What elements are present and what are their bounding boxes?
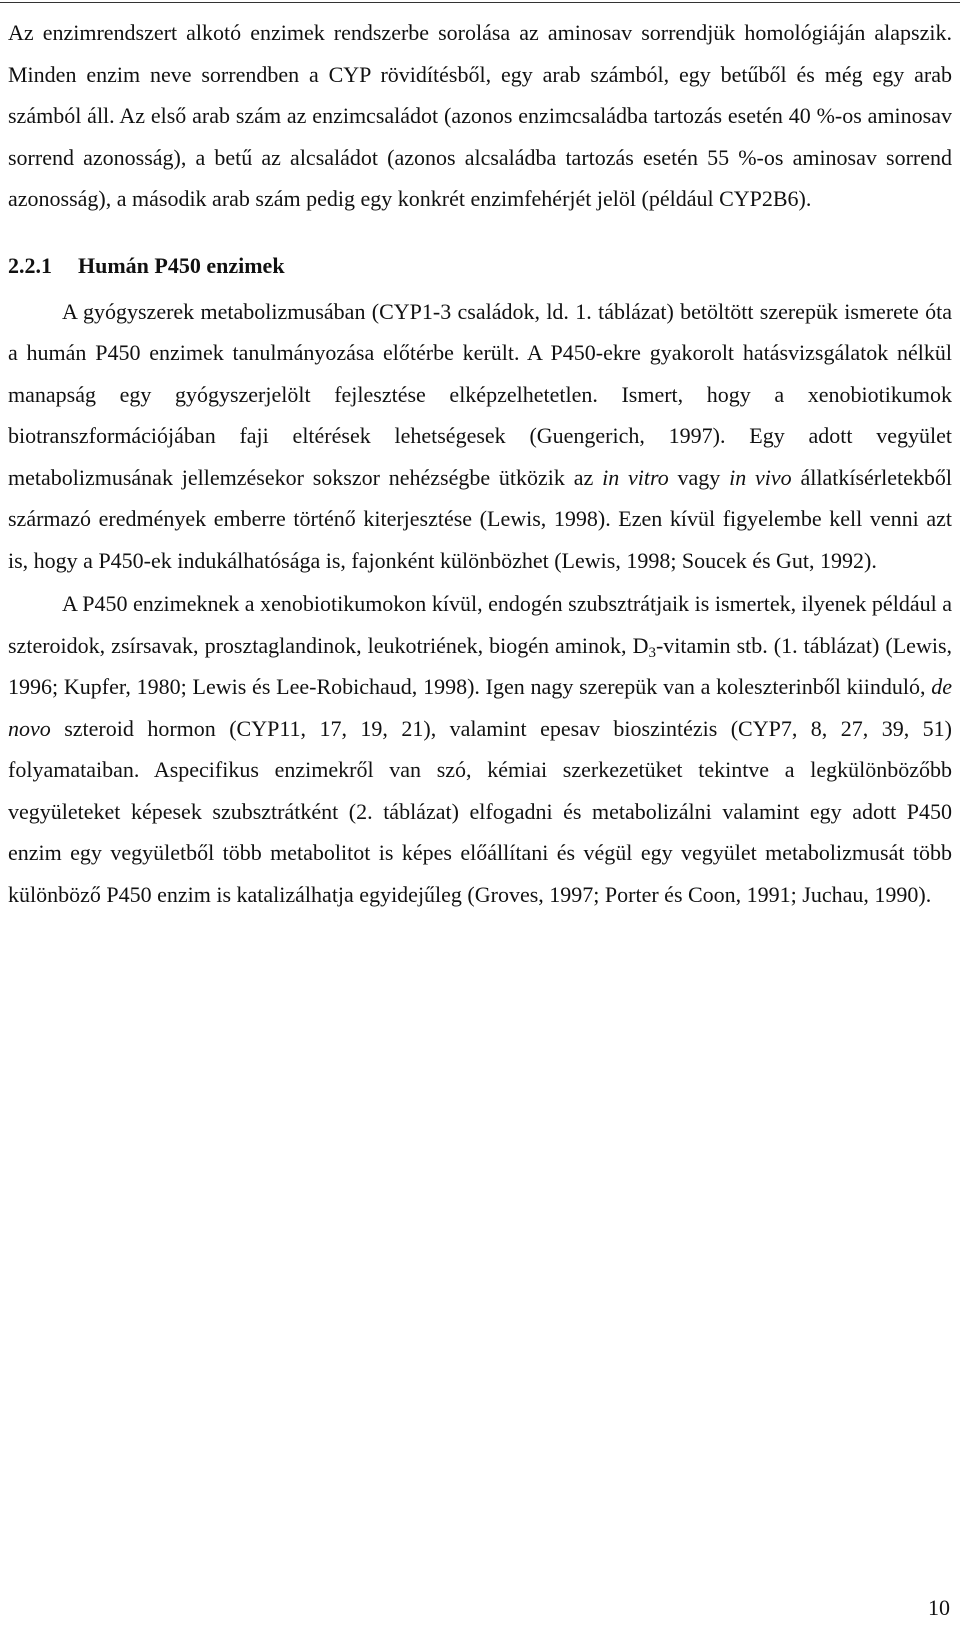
section-heading (8, 241, 952, 291)
vitamin-d-subscript: 3 (648, 644, 656, 661)
paragraph-human-p450 (8, 291, 952, 582)
paragraph-3-mid: -vitamin stb. (1. táblázat) (Lewis, 1996; Kupfer, 1980; Lewis és Lee-Robichaud, 1998). Igen nagy szerepük van a koleszterinből kiinduló, (8, 632, 952, 699)
section-title: Humán P450 enzimek (78, 252, 285, 278)
paragraph-endogenous-substrates (8, 583, 952, 915)
top-border-line (0, 2, 960, 3)
page-number: 10 (928, 1595, 950, 1620)
de-novo-term: de novo (8, 674, 952, 741)
intro-paragraph: Az enzimrendszert alkotó enzimek rendszerbe sorolása az aminosav sorrendjük homológiáján alapszik. Minden enzim neve sorrendben a CYP rövidítésből, egy arab számból, egy betűből és még egy arab számból áll. Az első arab szám az enzimcsaládot (azonos enzimcsaládba tartozás esetén 40 %-os aminosav sorrend azonosság), a betű az alcsaládot (azonos alcsaládba tartozás esetén 55 %-os aminosav sorrend azonosság), a második arab szám pedig egy konkrét enzimfehérjét jelöl (például CYP2B6). (8, 20, 952, 211)
paragraph-2-text: A gyógyszerek metabolizmusában (CYP1-3 családok, ld. 1. táblázat) betöltött szerepük ismerete óta a humán P450 enzimek tanulmányozása előtérbe került. A P450-ekre gyakorolt hatásvizsgálatok nélkül manapság egy gyógyszerjelölt fejlesztése elképzelhetetlen. Ismert, hogy a xenobiotikumok biotranszformációjában faji eltérések lehetségesek (Guengerich, 1997). Egy adott vegyület metabolizmusának jellemzésekor sokszor nehézségbe ütközik az (8, 298, 952, 490)
paragraph-3-start: A P450 enzimeknek a xenobiotikumokon kívül, endogén szubsztrátjaik is ismertek, ilyenek például a szteroidok, zsírsavak, prosztaglandinok, leukotriének, biogén aminok, D (8, 591, 952, 658)
document-page (8, 12, 952, 915)
paragraph-3-end: szteroid hormon (CYP11, 17, 19, 21), valamint epesav bioszintézis (CYP7, 8, 27, 39, 51) folyamataiban. Aspecifikus enzimekről van szó, kémiai szerkezetüket tekintve a legkülönbözőbb vegyületeket képesek szubsztrátként (2. táblázat) elfogadni és metabolizálni valamint egy adott P450 enzim egy vegyületből több metabolitot is képes előállítani és végül egy vegyület metabolizmusát több különböző P450 enzim is katalizálhatja egyidejűleg (Groves, 1997; Porter és Coon, 1991; Juchau, 1990). (8, 715, 952, 907)
section-number: 2.2.1 (8, 252, 52, 278)
paragraph-2-end: állatkísérletekből származó eredmények emberre történő kiterjesztése (Lewis, 1998). Ezen kívül figyelembe kell venni azt is, hogy a P450-ek indukálhatósága is, fajonként különbözhet (Lewis, 1998; Soucek és Gut, 1992). (8, 464, 952, 573)
paragraph-2-mid: vagy (668, 464, 730, 490)
in-vitro-term: in vitro (602, 464, 669, 490)
in-vivo-term: in vivo (729, 464, 792, 490)
